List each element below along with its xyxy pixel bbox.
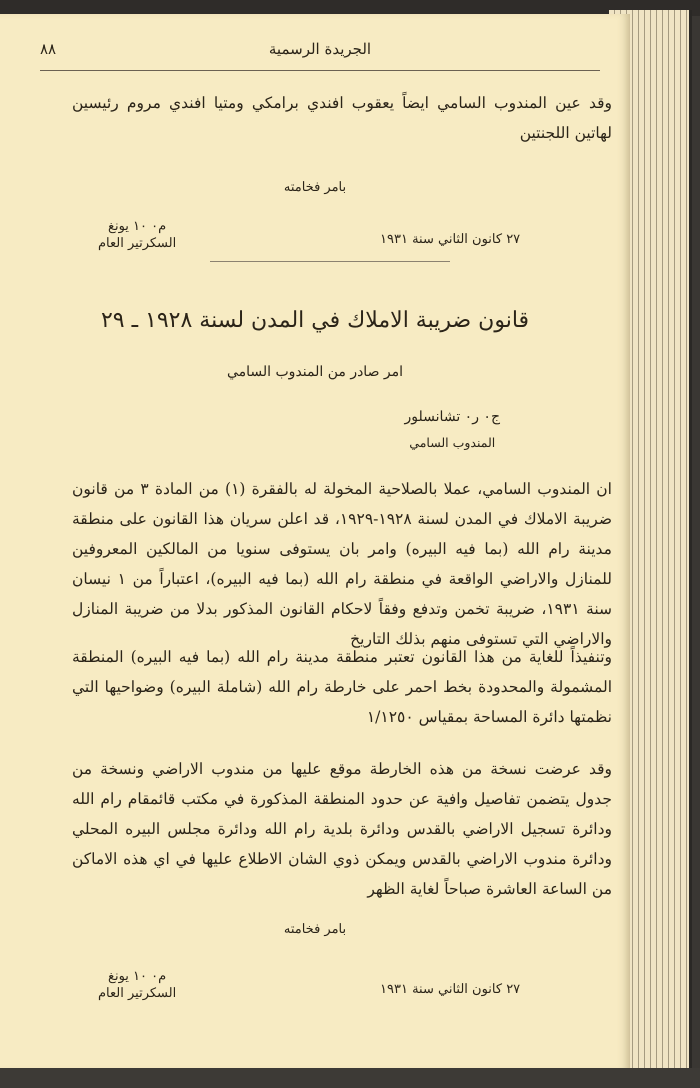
gazette-page: [0, 14, 630, 1070]
signatory-name: م٠ ١٠ يونغ: [108, 219, 167, 234]
commissioner-block: [405, 404, 500, 456]
signatory-title: السكرتير العام: [98, 986, 177, 1001]
commissioner-name: ج٠ ر٠ تشانسلور: [404, 409, 500, 425]
by-order-top: بامر فخامته: [283, 180, 347, 195]
date-top: ٢٧ كانون الثاني سنة ١٩٣١: [380, 232, 521, 247]
by-order-bottom: بامر فخامته: [283, 922, 347, 937]
page-number: ٨٨: [40, 40, 57, 58]
page-header: [40, 40, 600, 71]
commissioner-title: المندوب السامي: [409, 435, 496, 450]
law-paragraph-1: ان المندوب السامي، عملا بالصلاحية المخولة له بالفقرة (١) من المادة ٣ من قانون ضريبة الاملاك في المدن لسنة ١٩٢٨-١٩٢٩، قد اعلن سريان هذا القانون على منطقة مدينة رام الله (بما فيه البيره) وامر بان يستوفى سنويا من المالكين المعروفين للمنازل والاراضي الواقعة في منطقة رام الله (بما فيه البيره)، اعتباراً من ١ نيسان سنة ١٩٣١، ضريبة تخمن وتدفع وفقاً لاحكام القانون المذكور بدلا من ضريبة المنازل والاراضي التي تستوفى منهم بذلك التاريخ: [72, 480, 612, 648]
book-cover-bottom: [0, 1068, 700, 1088]
top-paragraph: وقد عين المندوب السامي ايضاً يعقوب افندي برامكي ومتيا افندي مروم رئيسين لهاتين اللجنتين: [72, 94, 612, 142]
date-bottom: ٢٧ كانون الثاني سنة ١٩٣١: [380, 982, 521, 997]
signatory-title: السكرتير العام: [98, 236, 177, 251]
signatory-name: م٠ ١٠ يونغ: [108, 969, 167, 984]
signature-block-bottom: [98, 968, 176, 1002]
signature-block-top: [98, 218, 176, 252]
gazette-title: الجريدة الرسمية: [268, 40, 372, 58]
law-paragraph-2: وتنفيذاً للغاية من هذا القانون تعتبر منطقة مدينة رام الله (بما فيه البيره) المنطقة المشمولة والمحدودة بخط احمر على خارطة رام الله (شاملة البيره) وضواحيها التي نظمتها دائرة المساحة بمقياس ١/١٢٥٠: [72, 648, 612, 726]
law-paragraph-3: وقد عرضت نسخة من هذه الخارطة موقع عليها من مندوب الاراضي ونسخة من جدول يتضمن تفاصيل وافية عن حدود المنطقة المذكورة في مكتب قائمقام رام الله ودائرة تسجيل الاراضي بالقدس ودائرة بلدية رام الله ودائرة مجلس البيره المحلي ودائرة مندوب الاراضي بالقدس ويمكن ذوي الشان الاطلاع عليها في اي هذه الاماكن من الساعة العاشرة صباحاً لغاية الظهر: [72, 760, 612, 898]
law-title: قانون ضريبة الاملاك في المدن لسنة ١٩٢٨ ـ ٢٩: [100, 308, 530, 333]
law-subtitle: امر صادر من المندوب السامي: [226, 364, 404, 380]
section-divider: [210, 261, 450, 262]
